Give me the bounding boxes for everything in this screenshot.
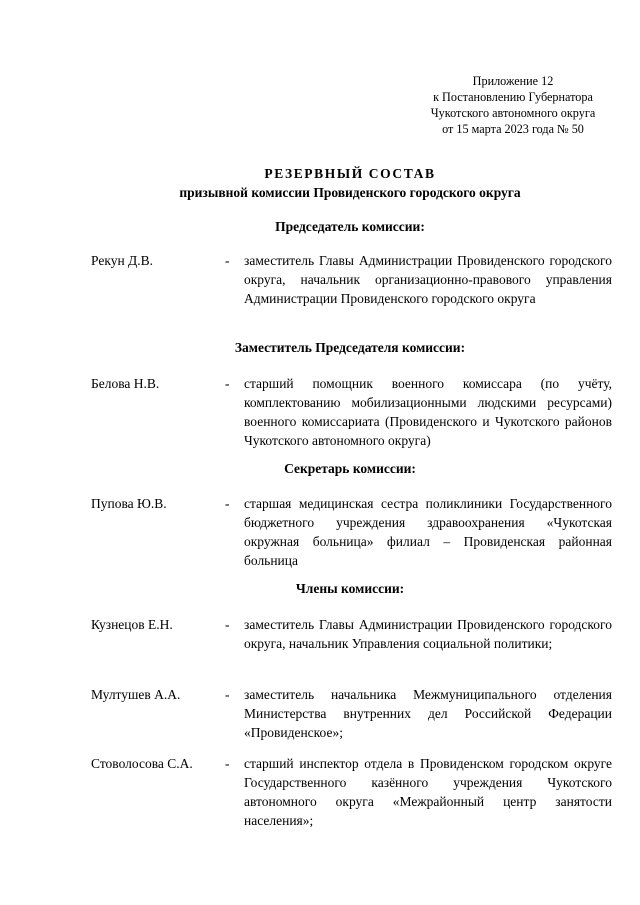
person-position: старший инспектор отдела в Провиденском городском округе Государственного казённого учреждения Чукотского автономного округа «Межрайонный центр занятости населения»; — [244, 756, 612, 828]
person-position: старшая медицинская сестра поликлиники Государственного бюджетного учреждения здравоохранения «Чукотская окружная больница» филиал – Провиденская районная больница — [244, 496, 612, 568]
person-name: Пупова Ю.В. — [91, 496, 167, 511]
document-title — [60, 164, 640, 202]
person-dash: - — [225, 253, 230, 268]
person-name: Белова Н.В. — [91, 376, 160, 391]
person-name: Мултушев А.А. — [91, 687, 181, 702]
appendix-line: Приложение 12 — [472, 74, 554, 88]
person-dash: - — [225, 376, 230, 391]
appendix-line: Чукотского автономного округа — [430, 106, 596, 120]
section-heading-chairman: Председатель комиссии: — [275, 219, 425, 234]
person-position: заместитель Главы Администрации Провиденского городского округа, начальник Управления социальной политики; — [244, 617, 612, 651]
person-dash: - — [225, 756, 230, 771]
title-main: РЕЗЕРВНЫЙ СОСТАВ — [264, 166, 436, 181]
person-dash: - — [225, 496, 230, 511]
person-name: Кузнецов Е.Н. — [91, 617, 173, 632]
person-position: старший помощник военного комиссара (по учёту, комплектованию мобилизационными людскими ресурсами) военного комиссариата (Провиденского и Чукотского районов Чукотского автономного округа) — [244, 376, 612, 448]
person-position: заместитель Главы Администрации Провиденского городского округа, начальник организационно-правового управления Администрации Провиденского городского округа — [244, 253, 612, 306]
person-position: заместитель начальника Межмуниципального отделения Министерства внутренних дел Российской Федерации «Провиденское»; — [244, 687, 612, 740]
appendix-header — [398, 73, 628, 137]
title-subtitle: призывной комиссии Провиденского городского округа — [179, 185, 521, 200]
appendix-line: от 15 марта 2023 года № 50 — [442, 122, 584, 136]
section-heading-members: Члены комиссии: — [295, 581, 405, 596]
section-heading-secretary: Секретарь комиссии: — [284, 461, 416, 476]
person-dash: - — [225, 687, 230, 702]
person-dash: - — [225, 617, 230, 632]
section-heading-deputy: Заместитель Председателя комиссии: — [234, 340, 466, 355]
person-name: Стоволосова С.А. — [91, 756, 193, 771]
person-name: Рекун Д.В. — [91, 253, 154, 268]
appendix-line: к Постановлению Губернатора — [433, 90, 593, 104]
